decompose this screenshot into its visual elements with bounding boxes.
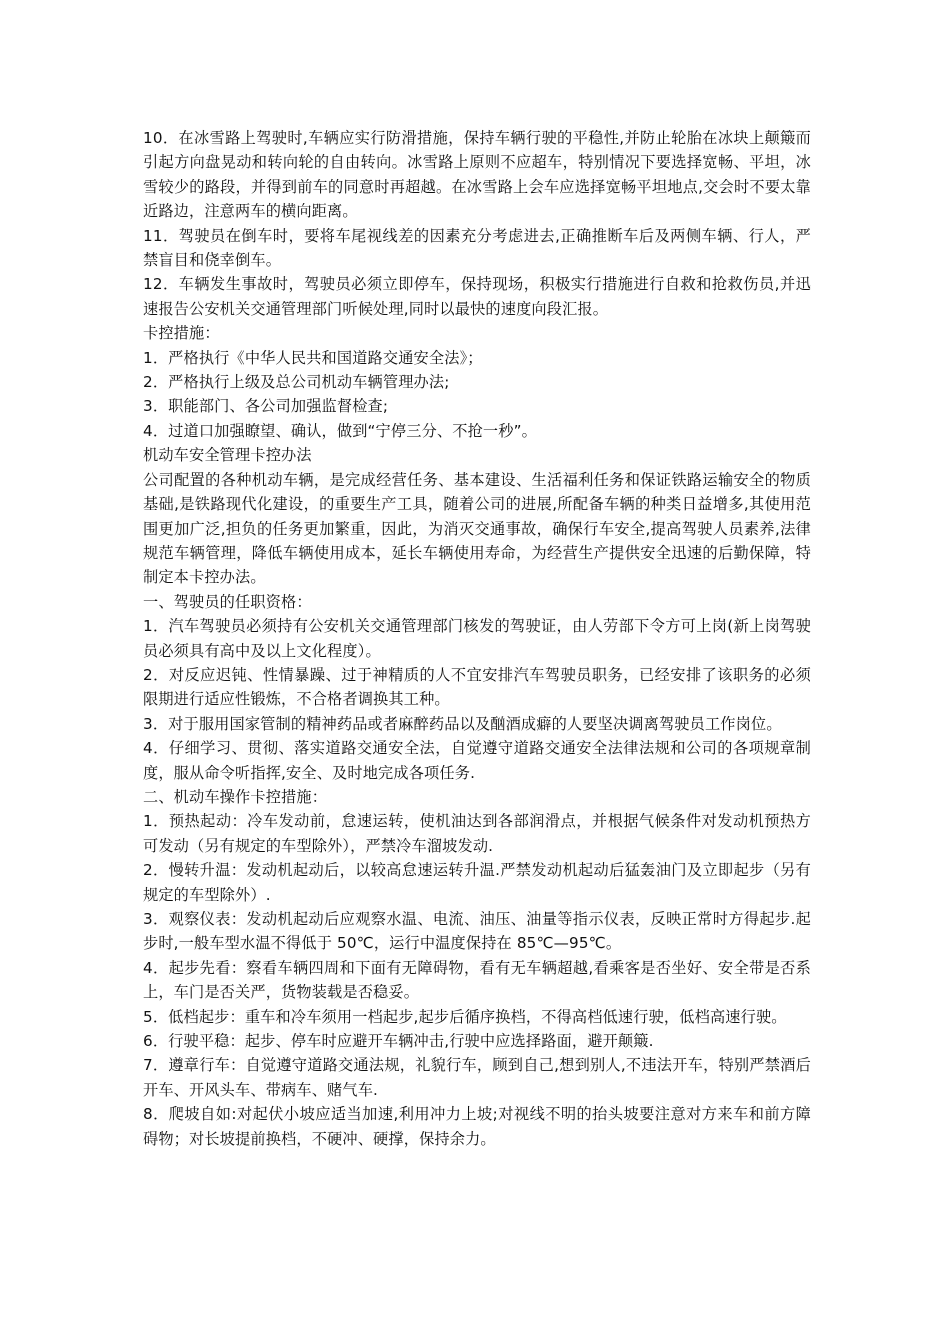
operation-item-3: 3．观察仪表：发动机起动后应观察水温、电流、油压、油量等指示仪表，反映正常时方得起步.起步时,一般车型水温不得低于 50℃，运行中温度保持在 85℃—95℃。 — [143, 910, 811, 953]
intro-paragraph: 公司配置的各种机动车辆，是完成经营任务、基本建设、生活福利任务和保证铁路运输安全的物质基础,是铁路现代化建设，的重要生产工具，随着公司的进展,所配备车辆的种类日益增多,其使用范围更加广泛,担负的任务更加繁重，因此，为消灭交通事故，确保行车安全,提高驾驶人员素养,法律规范车辆管理，降低车辆使用成本，延长车辆使用寿命，为经营生产提供安全迅速的后勤保障，特制定本卡控办法。 — [143, 470, 811, 587]
qualification-item-1: 1．汽车驾驶员必须持有公安机关交通管理部门核发的驾驶证，由人劳部下令方可上岗(新上岗驾驶员必须具有高中及以上文化程度）。 — [143, 617, 811, 660]
control-measure-2: 2．严格执行上级及总公司机动车辆管理办法; — [143, 373, 450, 392]
driver-qualification-heading: 一、驾驶员的任职资格： — [143, 592, 312, 611]
operation-item-7: 7．遵章行车：自觉遵守道路交通法规，礼貌行车，顾到自己,想到别人,不违法开车，特别严禁酒后开车、开风头车、带病车、赌气车. — [143, 1056, 811, 1099]
operation-item-4: 4．起步先看：察看车辆四周和下面有无障碍物，看有无车辆超越,看乘客是否坐好、安全带是否系上，车门是否关严，货物装载是否稳妥。 — [143, 958, 811, 1002]
qualification-item-2: 2．对反应迟钝、性情暴躁、过于神精质的人不宜安排汽车驾驶员职务，已经安排了该职务的必须限期进行适应性锻炼，不合格者调换其工种。 — [143, 665, 811, 709]
control-measure-1: 1．严格执行《中华人民共和国道路交通安全法》； — [143, 348, 483, 367]
control-measures-heading: 卡控措施： — [143, 324, 220, 343]
paragraph-rule-11: 11．驾驶员在倒车时，要将车尾视线差的因素充分考虑进去,正确推断车后及两侧车辆、行人，严禁盲目和侥幸倒车。 — [143, 226, 811, 270]
paragraph-rule-10: 10．在冰雪路上驾驶时,车辆应实行防滑措施，保持车辆行驶的平稳性,并防止轮胎在冰块上颠簸而引起方向盘晃动和转向轮的自由转向。冰雪路上原则不应超车，特别情况下要选择宽畅、平坦，冰雪较少的路段，并得到前车的同意时再超越。在冰雪路上会车应选择宽畅平坦地点,交会时不要太靠近路边，注意两车的横向距离。 — [143, 129, 811, 221]
qualification-item-4: 4．仔细学习、贯彻、落实道路交通安全法，自觉遵守道路交通安全法律法规和公司的各项规章制度，服从命令听指挥,安全、及时地完成各项任务. — [143, 739, 811, 782]
control-measure-4: 4．过道口加强瞭望、确认，做到“宁停三分、不抢一秒”。 — [143, 421, 537, 440]
qualification-item-3: 3．对于服用国家管制的精神药品或者麻醉药品以及酗酒成癖的人要坚决调离驾驶员工作岗位。 — [143, 714, 782, 733]
document-body — [143, 126, 811, 1151]
operation-item-2: 2．慢转升温：发动机起动后，以较高怠速运转升温.严禁发动机起动后猛轰油门及立即起步（另有规定的车型除外）. — [143, 861, 811, 904]
section-title: 机动车安全管理卡控办法 — [143, 446, 312, 465]
operation-item-5: 5．低档起步：重车和冷车须用一档起步,起步后循序换档，不得高档低速行驶，低档高速行驶。 — [143, 1007, 787, 1026]
control-measure-3: 3．职能部门、各公司加强监督检查; — [143, 397, 389, 416]
paragraph-rule-12: 12．车辆发生事故时，驾驶员必须立即停车，保持现场，积极实行措施进行自救和抢救伤员,并迅速报告公安机关交通管理部门听候处理,同时以最快的速度向段汇报。 — [143, 275, 811, 318]
operation-item-8: 8．爬坡自如:对起伏小坡应适当加速,利用冲力上坡;对视线不明的抬头坡要注意对方来车和前方障碍物；对长坡提前换档，不硬冲、硬撑，保持余力。 — [143, 1105, 811, 1148]
operation-item-6: 6．行驶平稳：起步、停车时应避开车辆冲击,行驶中应选择路面，避开颠簸. — [143, 1032, 654, 1051]
operation-measures-heading: 二、机动车操作卡控措施： — [143, 787, 328, 806]
operation-item-1: 1．预热起动：冷车发动前，怠速运转，使机油达到各部润滑点，并根据气候条件对发动机预热方可发动（另有规定的车型除外），严禁冷车溜坡发动. — [143, 812, 811, 855]
